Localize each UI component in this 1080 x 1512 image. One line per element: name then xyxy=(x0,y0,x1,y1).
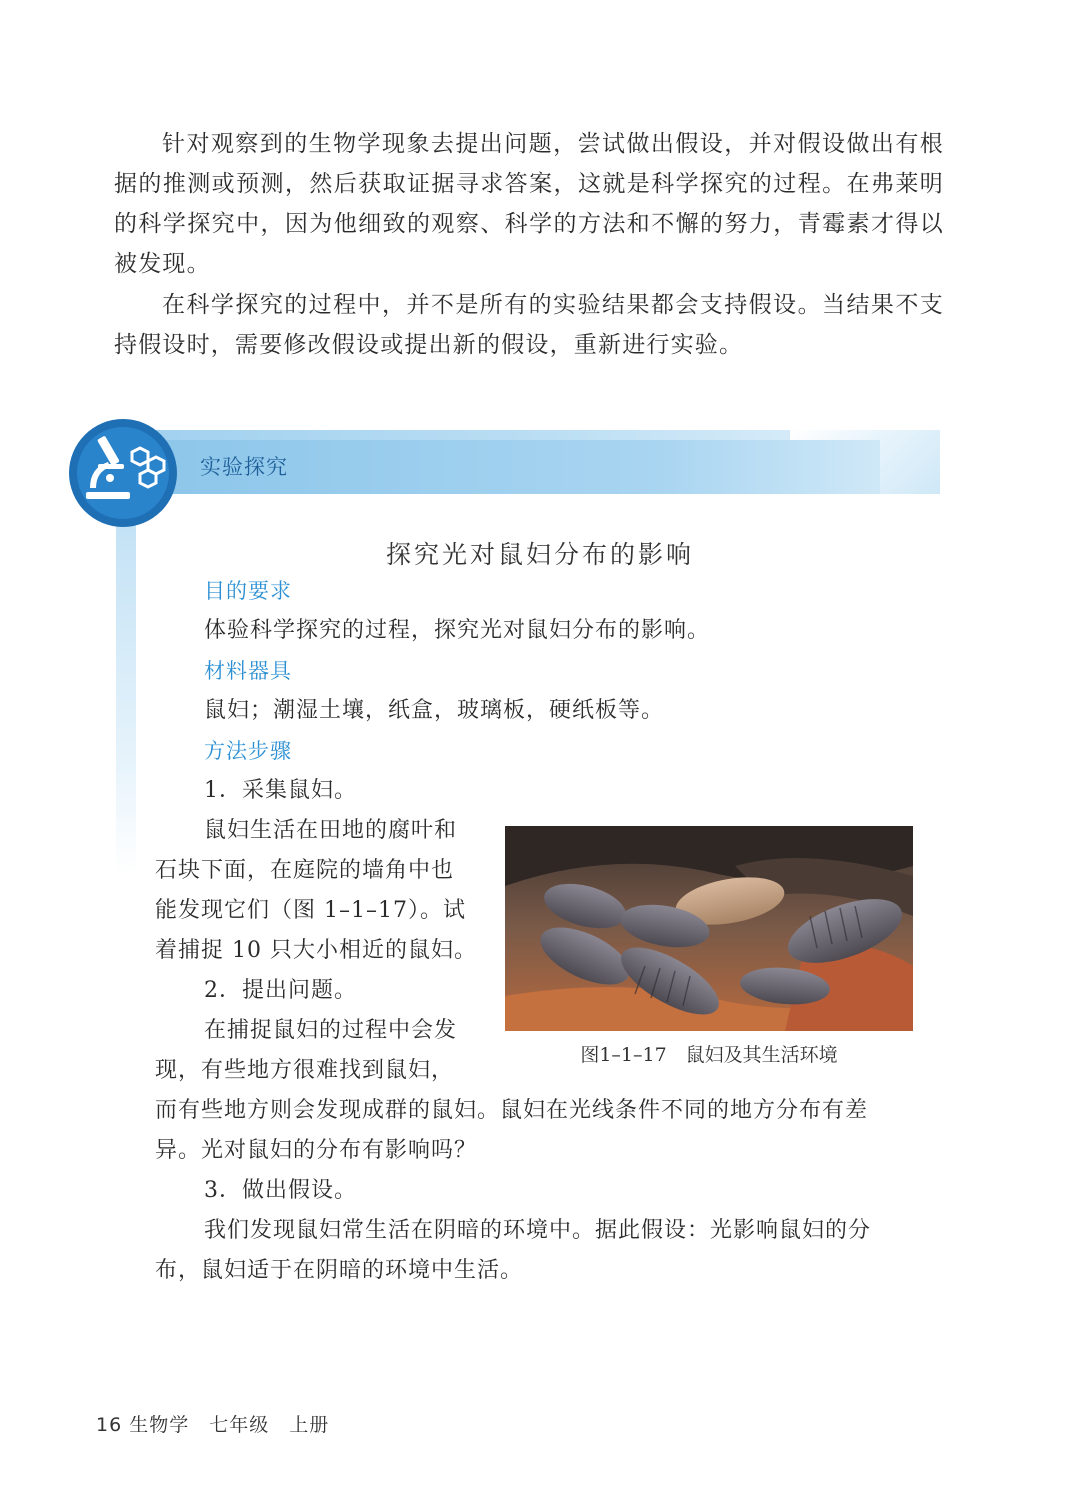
microscope-molecule-icon xyxy=(68,418,178,528)
materials-heading: 材料器具 xyxy=(204,659,292,683)
step3-line: 布，鼠妇适于在阴暗的环境中生活。 xyxy=(155,1258,524,1283)
step3-title: 3．做出假设。 xyxy=(204,1178,357,1203)
page-footer: 16 生物学 七年级 上册 xyxy=(96,1414,330,1436)
steps-heading: 方法步骤 xyxy=(204,739,292,763)
experiment-title: 探究光对鼠妇分布的影响 xyxy=(385,540,694,569)
intro-paragraph-2: 在科学探究的过程中，并不是所有的实验结果都会支持假设。当结果不支持假设时，需要修改假设或提出新的假设，重新进行实验。 xyxy=(114,292,944,358)
step1-line: 能发现它们（图 1–1–17）。试 xyxy=(155,898,466,923)
step1-line: 着捕捉 10 只大小相近的鼠妇。 xyxy=(155,938,477,963)
purpose-text: 体验科学探究的过程，探究光对鼠妇分布的影响。 xyxy=(204,618,711,643)
intro-paragraph-1: 针对观察到的生物学现象去提出问题，尝试做出假设，并对假设做出有根据的推测或预测，然后获取证据寻求答案，这就是科学探究的过程。在弗莱明的科学探究中，因为他细致的观察、科学的方法和不懈的努力，青霉素才得以被发现。 xyxy=(114,131,944,277)
step2-title: 2．提出问题。 xyxy=(204,978,357,1003)
step3-line: 我们发现鼠妇常生活在阴暗的环境中。据此假设：光影响鼠妇的分 xyxy=(204,1218,872,1243)
materials-text: 鼠妇；潮湿土壤，纸盒，玻璃板，硬纸板等。 xyxy=(204,698,665,723)
woodlouse-photo xyxy=(505,826,913,1031)
section-banner-label: 实验探究 xyxy=(200,455,288,479)
step1-line: 鼠妇生活在田地的腐叶和 xyxy=(204,818,458,843)
step1-line: 石块下面，在庭院的墙角中也 xyxy=(155,858,455,883)
purpose-heading: 目的要求 xyxy=(204,579,292,603)
step2-line: 异。光对鼠妇的分布有影响吗？ xyxy=(155,1138,478,1163)
step2-line: 在捕捉鼠妇的过程中会发 xyxy=(204,1018,458,1043)
figure-caption: 图1–1–17 鼠妇及其生活环境 xyxy=(580,1044,838,1066)
step2-line: 而有些地方则会发现成群的鼠妇。鼠妇在光线条件不同的地方分布有差 xyxy=(155,1098,869,1123)
step2-line: 现，有些地方很难找到鼠妇， xyxy=(155,1058,455,1083)
step1-title: 1．采集鼠妇。 xyxy=(204,778,357,803)
